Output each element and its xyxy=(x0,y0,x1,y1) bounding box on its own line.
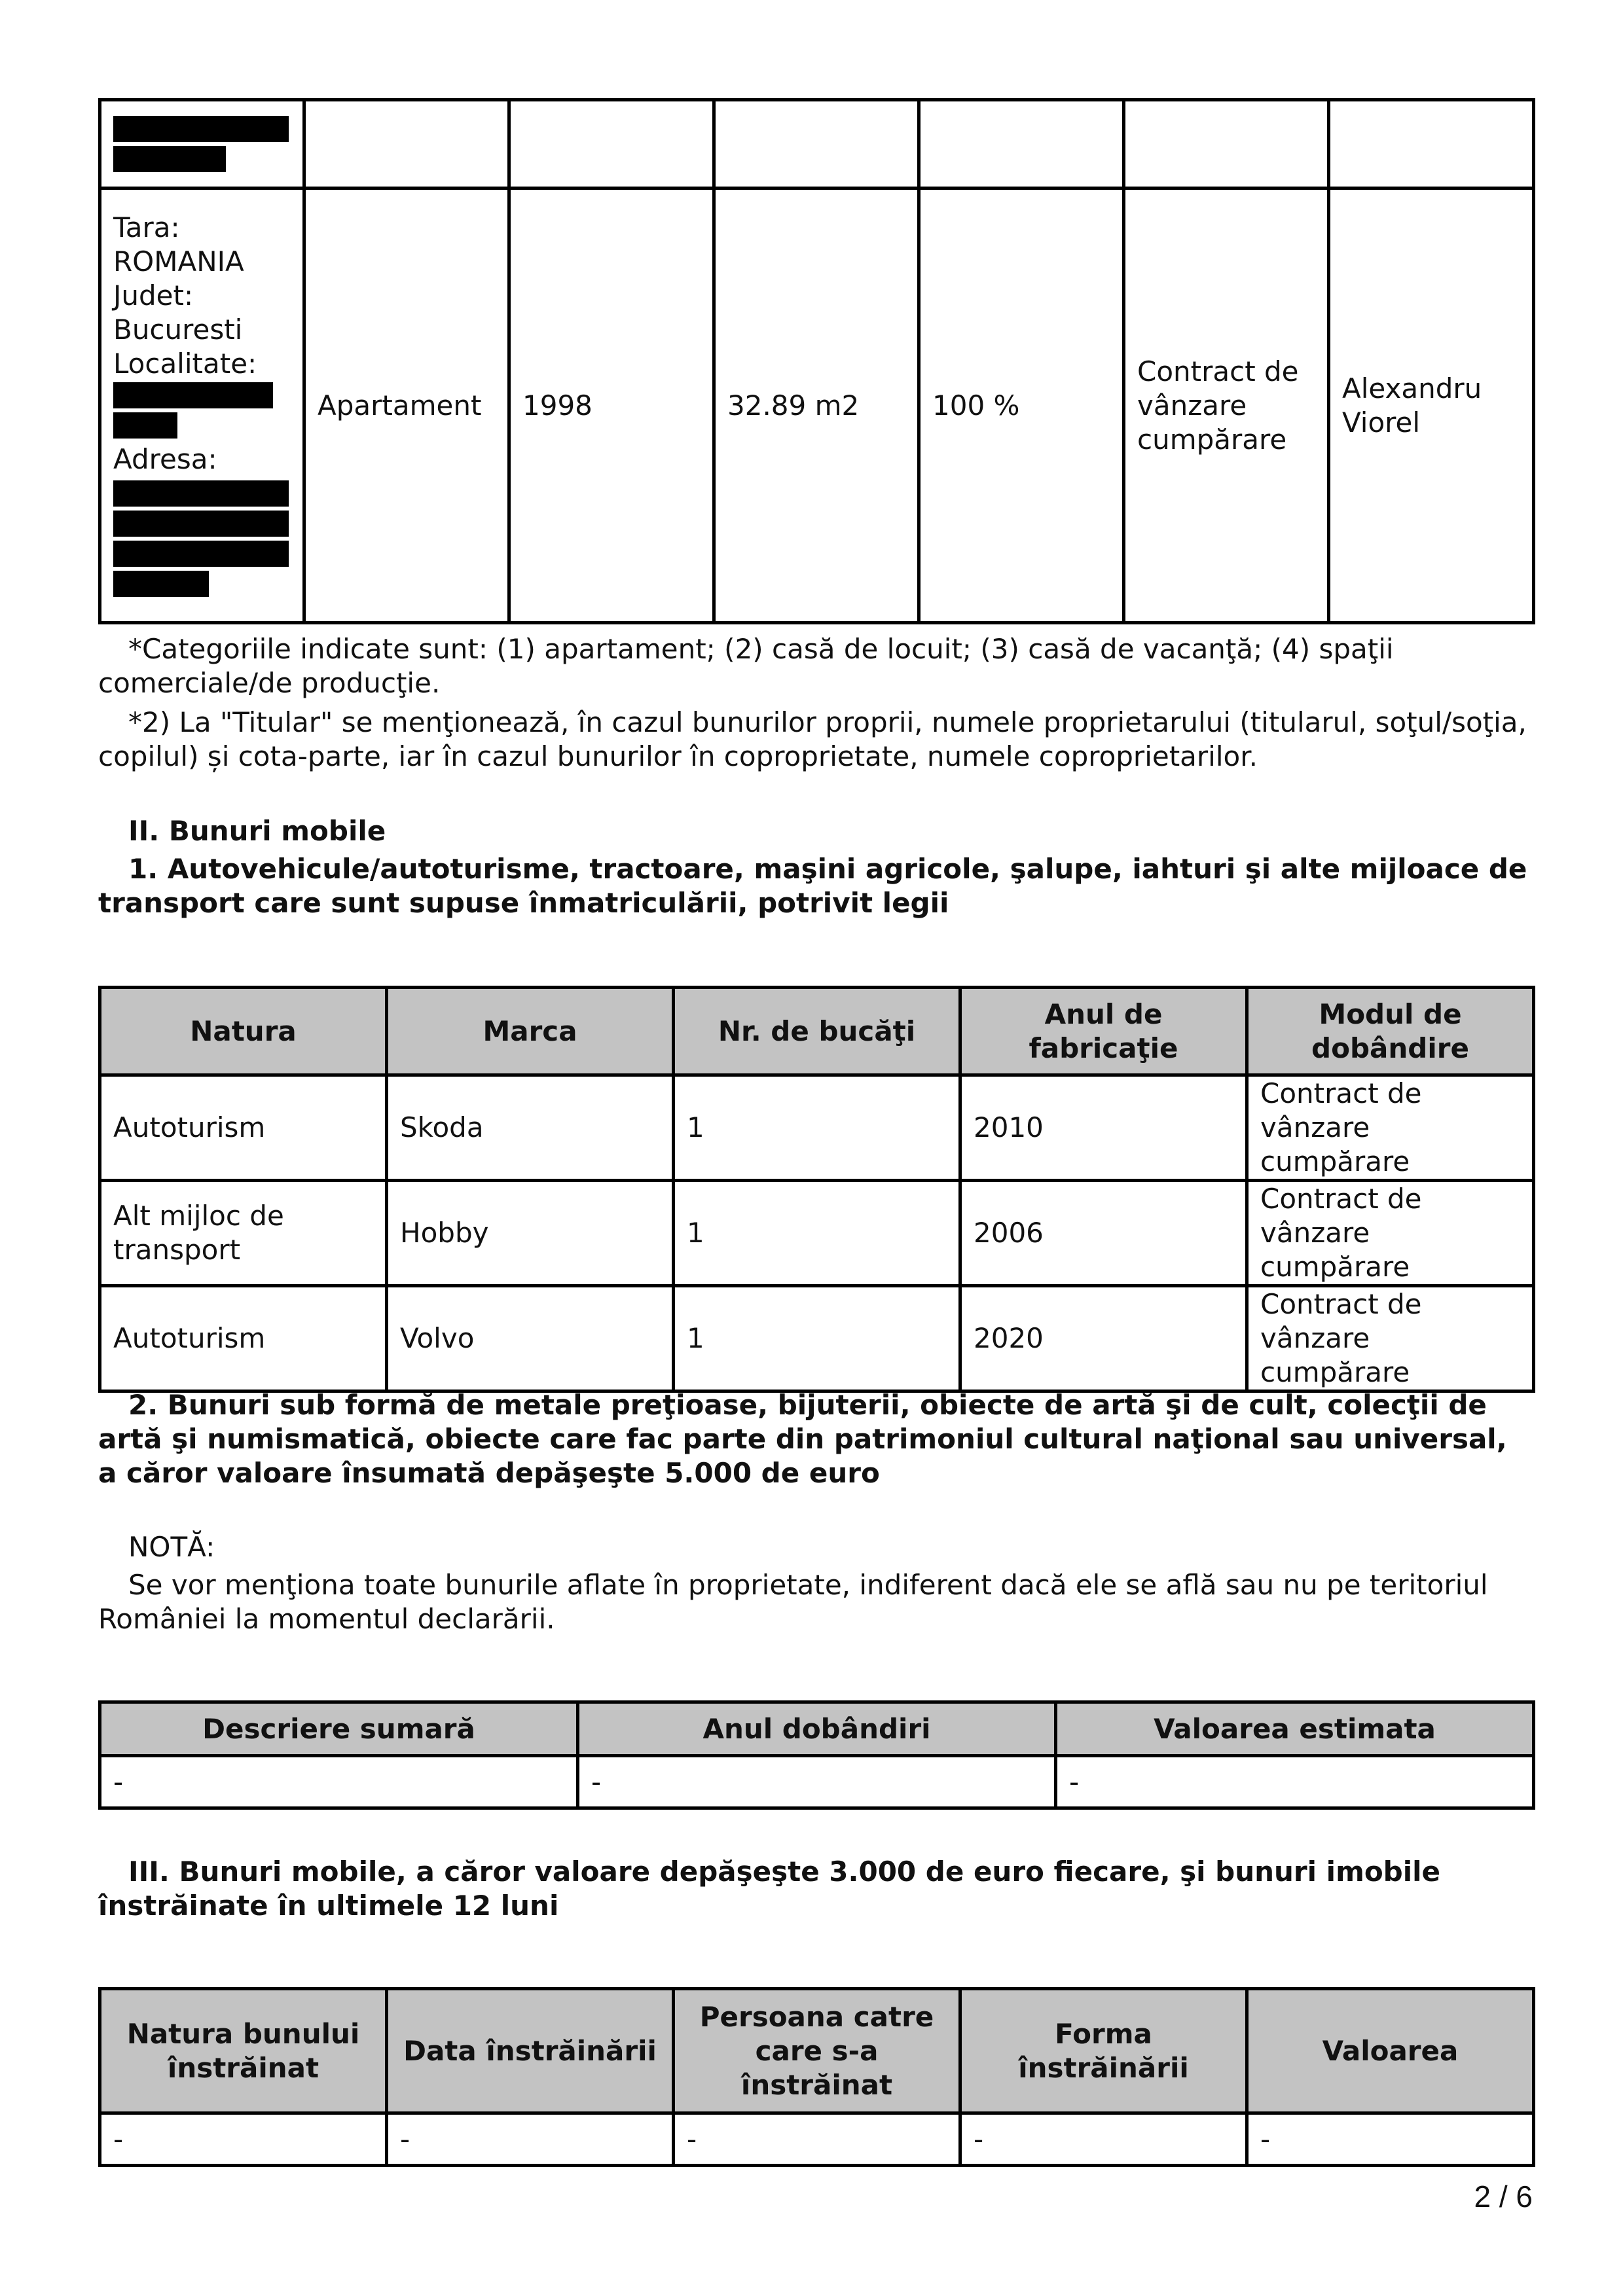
table-row xyxy=(100,1181,1534,1286)
table-cell: - xyxy=(578,1756,1056,1808)
locality-label: Localitate: xyxy=(113,347,257,380)
country-value: ROMANIA xyxy=(113,245,244,278)
page-number: 2 / 6 xyxy=(1474,2179,1533,2214)
valuables-table xyxy=(98,1700,1535,1810)
real-estate-table xyxy=(98,98,1535,624)
column-header: Descriere sumară xyxy=(100,1702,578,1756)
table-cell: Alt mijloc de transport xyxy=(100,1181,387,1286)
table-row xyxy=(100,188,1534,623)
redaction-bar xyxy=(113,412,177,439)
column-header: Marca xyxy=(387,988,674,1075)
column-header: Nr. de bucăţi xyxy=(674,988,960,1075)
table-cell: 1 xyxy=(674,1286,960,1391)
column-header: Persoana catre care s-a înstrăinat xyxy=(674,1989,960,2113)
county-label: Judet: xyxy=(113,279,194,312)
county-value: Bucuresti xyxy=(113,313,243,346)
table-cell: - xyxy=(387,2113,674,2166)
table-cell: Skoda xyxy=(387,1075,674,1181)
column-header: Data înstrăinării xyxy=(387,1989,674,2113)
table-cell: Volvo xyxy=(387,1286,674,1391)
table-cell: Hobby xyxy=(387,1181,674,1286)
table-cell: - xyxy=(1247,2113,1534,2166)
owner-cell: Alexandru Viorel xyxy=(1329,188,1534,623)
column-header: Natura xyxy=(100,988,387,1075)
table-row xyxy=(100,2113,1534,2166)
table-cell: - xyxy=(100,2113,387,2166)
surface-cell: 32.89 m2 xyxy=(714,188,919,623)
category-note: *Categoriile indicate sunt: (1) apartament; (2) casă de locuit; (3) casă de vacanţă; (4) spaţii comerciale/de producţie. xyxy=(98,633,1394,699)
table-cell: Contract de vânzare cumpărare xyxy=(1247,1286,1534,1391)
column-header: Valoarea xyxy=(1247,1989,1534,2113)
column-header: Natura bunului înstrăinat xyxy=(100,1989,387,2113)
address-cell xyxy=(100,188,304,623)
section-title: III. Bunuri mobile, a căror valoare depăşeşte 3.000 de euro fiecare, şi bunuri imobile înstrăinate în ultimele 12 luni xyxy=(98,1856,1441,1922)
table-cell xyxy=(919,100,1124,188)
table-cell: - xyxy=(960,2113,1247,2166)
acquisition-mode-cell: Contract de vânzare cumpărare xyxy=(1124,188,1329,623)
column-header: Modul de dobândire xyxy=(1247,988,1534,1075)
address-label: Adresa: xyxy=(113,442,217,475)
column-header: Valoarea estimata xyxy=(1056,1702,1534,1756)
redaction-bar xyxy=(113,511,289,537)
table-cell: Contract de vânzare cumpărare xyxy=(1247,1181,1534,1286)
column-header: Anul de fabricaţie xyxy=(960,988,1247,1075)
redaction-bar xyxy=(113,541,289,567)
redacted-cell xyxy=(100,100,304,188)
redaction-bar xyxy=(113,382,273,408)
share-cell: 100 % xyxy=(919,188,1124,623)
subsection-title: 1. Autovehicule/autoturisme, tractoare, maşini agricole, şalupe, iahturi şi alte mijloace de transport care sunt supuse înmatriculării, potrivit legii xyxy=(98,853,1527,919)
year-cell: 1998 xyxy=(509,188,714,623)
table-header-row xyxy=(100,988,1534,1075)
table-row xyxy=(100,1075,1534,1181)
table-cell: - xyxy=(100,1756,578,1808)
table-cell xyxy=(1124,100,1329,188)
table-row xyxy=(100,100,1534,188)
table-header-row xyxy=(100,1702,1534,1756)
category-cell: Apartament xyxy=(304,188,509,623)
redaction-bar xyxy=(113,480,289,507)
table-cell xyxy=(304,100,509,188)
table-cell: 2010 xyxy=(960,1075,1247,1181)
table-cell: 1 xyxy=(674,1075,960,1181)
table-cell: - xyxy=(1056,1756,1534,1808)
alienated-assets-table xyxy=(98,1987,1535,2167)
subsection-title: 2. Bunuri sub formă de metale preţioase, bijuterii, obiecte de artă şi de cult, colecţii de artă şi numismatică, obiecte care fac parte din patrimoniul cultural naţional sau universal, a căror valoare însumată depăşeşte 5.000 de euro xyxy=(98,1389,1507,1489)
owner-note: *2) La "Titular" se menţionează, în cazul bunurilor proprii, numele proprietarului (titularul, soţul/soţia, copilul) și cota-parte, iar în cazul bunurilor în coproprietate, numele coproprietarilor. xyxy=(98,706,1527,772)
country-label: Tara: xyxy=(113,211,180,243)
column-header: Forma înstrăinării xyxy=(960,1989,1247,2113)
column-header: Anul dobândiri xyxy=(578,1702,1056,1756)
note-text: Se vor menţiona toate bunurile aflate în proprietate, indiferent dacă ele se află sau nu pe teritoriul României la momentul declarării. xyxy=(98,1569,1488,1635)
vehicles-table xyxy=(98,986,1535,1393)
table-cell: - xyxy=(674,2113,960,2166)
table-cell: 2006 xyxy=(960,1181,1247,1286)
table-cell: 2020 xyxy=(960,1286,1247,1391)
table-row xyxy=(100,1286,1534,1391)
table-cell: Contract de vânzare cumpărare xyxy=(1247,1075,1534,1181)
table-row xyxy=(100,1756,1534,1808)
table-cell xyxy=(714,100,919,188)
section-title: II. Bunuri mobile xyxy=(128,815,386,847)
table-cell: Autoturism xyxy=(100,1075,387,1181)
table-cell: Autoturism xyxy=(100,1286,387,1391)
table-header-row xyxy=(100,1989,1534,2113)
note-label: NOTĂ: xyxy=(128,1531,215,1563)
redaction-bar xyxy=(113,571,209,597)
table-cell: 1 xyxy=(674,1181,960,1286)
table-cell xyxy=(1329,100,1534,188)
table-cell xyxy=(509,100,714,188)
